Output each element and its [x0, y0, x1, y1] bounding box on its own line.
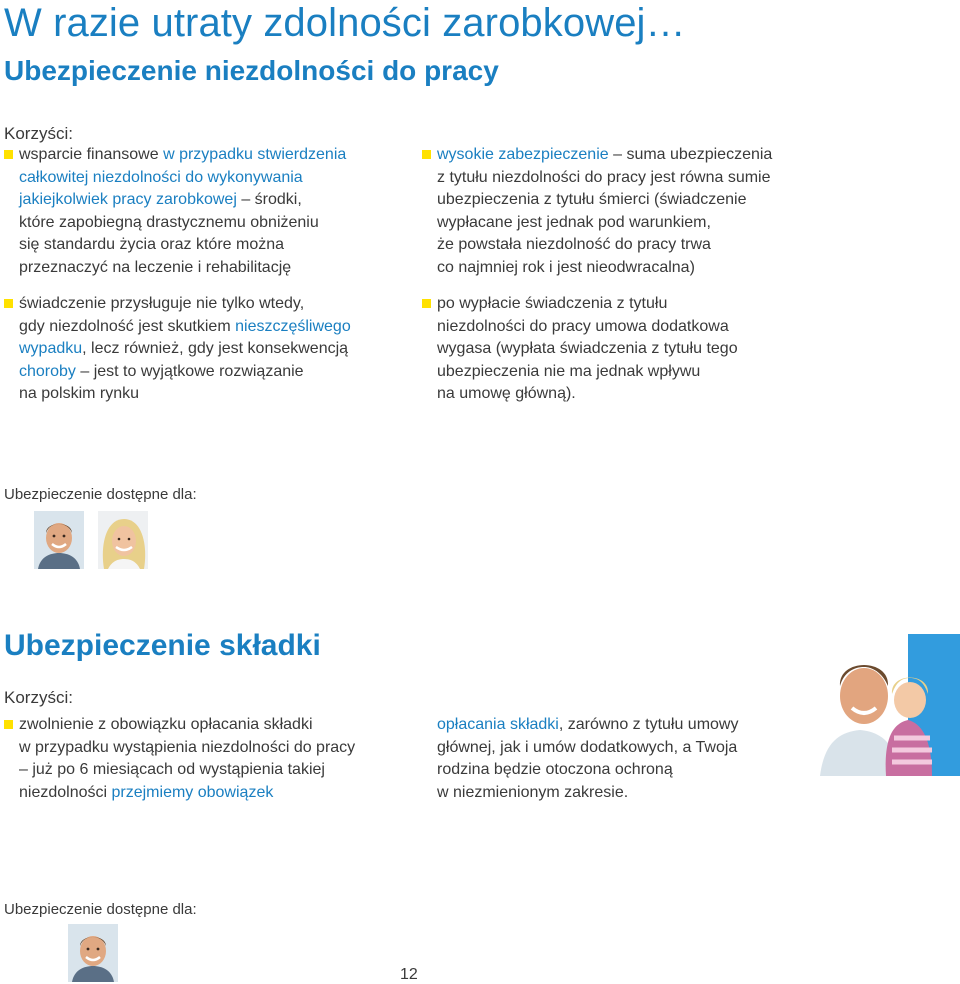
man-portrait-icon: [68, 924, 118, 982]
bullet-square-icon: [4, 299, 13, 308]
benefit-bullet-high-protection: wysokie zabezpieczenie – suma ubezpieczenia z tytułu niezdolności do pracy jest równa sumie ubezpieczenia z tytułu śmierci (świadczenie wypłacane jest jednak pod warunkiem, że powstała niezdolność do pracy trwa co najmniej rok i jest nieodwracalna): [422, 144, 772, 280]
bullet-square-icon: [4, 150, 13, 159]
benefit-bullet-premium-waiver-continued: opłacania składki, zarówno z tytułu umowy głównej, jak i umów dodatkowych, a Twoja rodzina będzie otoczona ochroną w niezmienionym zakresie.: [437, 716, 739, 801]
bullet-square-icon: [4, 720, 13, 729]
family-photo: [820, 634, 960, 776]
benefit-bullet-premium-waiver: zwolnienie z obowiązku opłacania składki w przypadku wystąpienia niezdolności do pracy – już po 6 miesiącach od wystąpienia takiej niezdolności przejmiemy obowiązek: [4, 714, 355, 804]
man-portrait-icon: [34, 511, 84, 569]
benefit-bullet-financial-support: wsparcie finansowe w przypadku stwierdzenia całkowitej niezdolności do wykonywania jakiejkolwiek pracy zarobkowej – środki, które zapobiegną drastycznemu obniżeniu się standardu życia oraz które można przeznaczyć na leczenie i rehabilitację: [4, 144, 346, 280]
section2-title: Ubezpieczenie składki: [4, 629, 321, 662]
father-daughter-photo-icon: [820, 634, 960, 776]
woman-portrait-icon: [98, 511, 148, 569]
page-number: 12: [400, 966, 418, 983]
man-avatar: [34, 511, 84, 569]
woman-avatar: [98, 511, 148, 569]
availability-label: Ubezpieczenie dostępne dla:: [4, 486, 197, 503]
bullet-square-icon: [422, 150, 431, 159]
benefits-label: Korzyści:: [4, 124, 73, 143]
section1-title: Ubezpieczenie niezdolności do pracy: [4, 55, 499, 86]
page-title: W razie utraty zdolności zarobkowej…: [4, 1, 686, 45]
benefit-bullet-contract-expiry: po wypłacie świadczenia z tytułu niezdolności do pracy umowa dodatkowa wygasa (wypłata świadczenia z tytułu tego ubezpieczenia nie ma jednak wpływu na umowę główną).: [422, 293, 738, 406]
availability-label: Ubezpieczenie dostępne dla:: [4, 901, 197, 918]
benefit-bullet-accident-illness: świadczenie przysługuje nie tylko wtedy, gdy niezdolność jest skutkiem nieszczęśliwego wypadku, lecz również, gdy jest konsekwencją choroby – jest to wyjątkowe rozwiązanie na polskim rynku: [4, 293, 351, 406]
man-avatar: [68, 924, 118, 982]
benefits-label: Korzyści:: [4, 688, 73, 707]
bullet-square-icon: [422, 299, 431, 308]
